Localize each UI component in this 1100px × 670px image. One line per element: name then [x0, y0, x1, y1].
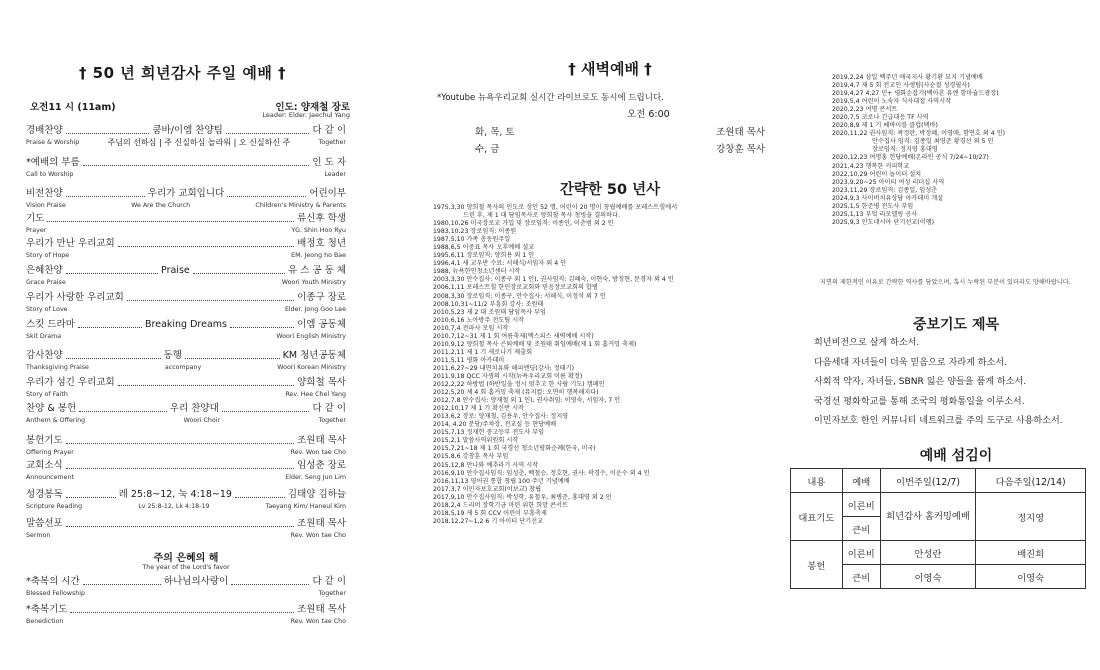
item-detail-en: accompany — [164, 364, 202, 371]
history-entry: 1988,6,5 이중표 목사 오후예배 설교 — [433, 244, 535, 252]
servers-title: 예배 섬김이 — [919, 448, 993, 464]
item-title-en: Prayer — [26, 227, 47, 234]
history-entry: 2010,5,23 제 2 대 조원태 담임목사 부임 — [433, 308, 546, 316]
history-note: 지면의 제한적인 이유로 간략한 역사를 담았으며, 혹시 누락된 부분이 있더라도 양해바랍니다. — [820, 279, 1071, 286]
order-row — [26, 319, 346, 331]
dawn-service-title: † 새벽예배 † — [568, 60, 652, 78]
item-person-en: YG. Shin Hoo Ryu — [291, 227, 346, 234]
history-entry: 2008,3,30 장로임직: 이종구, 안수집사: 서해식, 이정석 외 7 인 — [433, 292, 606, 300]
item-title-en: Anthem & Offering — [26, 417, 86, 424]
order-subline — [26, 363, 346, 372]
service-leader-en: Leader: Elder. Jaechul Yang — [262, 111, 350, 119]
history-entry: 2025,1,13 부엌 리모델링 공사 — [832, 210, 918, 218]
history-entry: 2010,6,16 노아방주 전도팀 시작 — [433, 316, 525, 324]
leader-dots — [70, 612, 294, 613]
item-person-en: Woori English Ministry — [276, 333, 346, 340]
order-item — [26, 292, 346, 314]
order-row — [26, 157, 346, 169]
leader-dots — [118, 385, 294, 386]
item-person-en: Rev. Hee Chel Yang — [285, 391, 346, 398]
table-cell: 배진희 — [976, 541, 1086, 565]
item-person: 다 같 이 — [312, 576, 347, 587]
order-row — [26, 213, 346, 225]
item-title-en: Praise & Worship — [26, 139, 80, 146]
item-title: 비전찬양 — [26, 188, 63, 199]
item-person: 김태양 김하늘 — [287, 489, 347, 500]
order-item — [26, 377, 346, 399]
leader-dots — [66, 358, 161, 359]
table-cell: 이른비 — [842, 541, 880, 565]
history-entry: 1987,5,10 가족 총동원주일 — [433, 236, 511, 244]
service-leader: 인도: 양재철 장로 — [275, 102, 350, 113]
order-item — [26, 319, 346, 341]
table-header: 다음주일(12/14) — [976, 469, 1086, 493]
item-person: 조원태 목사 — [297, 435, 346, 446]
item-person: 다 같 이 — [312, 403, 347, 414]
table-cell: 안성란 — [880, 541, 976, 565]
table-header: 이번주일(12/7) — [880, 469, 976, 493]
history-entry: 2011,6,27~29 내면치유와 해피엔딩(강사: 정태기) — [433, 364, 575, 372]
history-entry: 2010,7,12~31 제 1 회 여름축제(엑스피스 새벽예배 시작) — [433, 332, 594, 340]
leader-dots — [83, 165, 310, 166]
order-subline — [26, 278, 346, 287]
order-item — [26, 213, 346, 235]
item-detail: 레 25:8~12, 눅 4:18~19 — [118, 489, 232, 500]
leader-dots — [66, 196, 145, 197]
history-entry: 2008,10,31~11/2 부흥회 강사: 조원태 — [433, 300, 544, 308]
order-subline — [26, 201, 346, 210]
history-entry: 2012,10,17 제 1 기 확신반 시작 — [433, 405, 525, 413]
item-person: 배정호 청년 — [297, 238, 346, 249]
leader-dots — [227, 196, 306, 197]
item-person-en: Rev. Won tae Cho — [290, 449, 346, 456]
history-entry: 2011,2,11 제 1 기 새로나기 제출회 — [433, 348, 533, 356]
order-item — [26, 518, 346, 540]
item-title-en: Scripture Reading — [26, 503, 83, 510]
youtube-note: *Youtube 뉴욕우리교회 실시간 라이브로도 동시에 드립니다. — [437, 93, 664, 103]
item-person: 인 도 자 — [312, 157, 346, 168]
item-person: 조원태 목사 — [297, 518, 346, 529]
item-person: 양희철 목사 — [297, 377, 346, 388]
order-row — [26, 292, 346, 304]
prayer-item: 사회적 약자, 자녀들, SBNR 잃은 양들을 품게 하소서. — [814, 377, 1027, 388]
item-detail: 우리가 교회입니다 — [147, 188, 225, 199]
item-detail: 동행 — [163, 350, 182, 361]
item-title-en: Sermon — [26, 532, 51, 539]
history-entry: 안수집사 임직: 김종일 최영준 황경선 외 5 인 — [872, 138, 994, 146]
leader-dots — [235, 497, 285, 498]
table-cell: 이영숙 — [880, 565, 976, 589]
history-entry: 2025,9,3 인도네시아 단기선교(이엠) — [832, 218, 935, 226]
order-item — [26, 403, 346, 425]
history-entry: 2013,6,2 장로: 양재철, 김용우, 안수집사: 정지영 — [433, 413, 569, 421]
item-title: 말씀선포 — [26, 518, 63, 529]
leader-dots — [226, 133, 310, 134]
order-subline — [26, 305, 346, 314]
order-subline — [26, 473, 346, 482]
history-entry: 2015,12,8 만나와 예추라기 사역 시작 — [433, 461, 539, 469]
history-entry: 2016,11,13 영어권 통합 창립 100 주년 기념예배 — [433, 477, 570, 485]
history-entry: 2019,4,7 제 5 회 전교인 사생텀(사순절 성경필사) — [832, 82, 970, 90]
leader-dots — [185, 358, 280, 359]
item-title-en: Blessed Fellowship — [26, 590, 86, 597]
item-title: 교회소식 — [26, 460, 63, 471]
table-row — [791, 493, 1086, 517]
order-item — [26, 604, 346, 626]
order-row — [26, 125, 346, 137]
item-title: 우리가 섬긴 우리교회 — [26, 377, 115, 388]
dawn-days: 수, 금 — [475, 144, 500, 155]
item-title: 성경봉독 — [26, 489, 63, 500]
servers-table — [790, 468, 1086, 589]
leader-dots — [231, 584, 309, 585]
item-title: *예배의 부름 — [26, 157, 80, 168]
order-row — [26, 518, 346, 530]
history-entry: 2014, 4.20 분당/주차장, 전교실 등 현당예배 — [433, 421, 557, 429]
history-entry: 2003,3,30 안수집사: 이종구 외 1 인), 권사임직: 김혜숙, 이현숙, 방정현, 문경자 외 4 인 — [433, 276, 674, 284]
leader-dots — [66, 443, 294, 444]
item-person: 이종구 장로 — [297, 292, 346, 303]
history-entry: 2015,7,21~18 제 1 회 국경선 청소년평화순례(한국, 미국) — [433, 445, 596, 453]
item-title: 봉헌기도 — [26, 435, 63, 446]
item-title: 스킷 드라마 — [26, 319, 75, 330]
order-subline — [26, 502, 346, 511]
order-row — [26, 489, 346, 501]
item-title: 은혜찬양 — [26, 265, 63, 276]
order-subline — [26, 138, 346, 147]
leader-dots — [66, 133, 150, 134]
order-item — [26, 435, 346, 457]
history-entry: 2010,9,12 양희철 목사 은퇴예배 및 조원태 취임예배(제 1 회 홈커밍 축제) — [433, 340, 637, 348]
leader-dots — [83, 584, 161, 585]
item-person: KM 청년공동체 — [282, 350, 347, 361]
item-detail: 쿰바/이엠 찬양팀 — [152, 125, 223, 136]
item-title: 우리가 만난 우리교회 — [26, 238, 115, 249]
order-row — [26, 435, 346, 447]
item-person-en: Leader — [324, 171, 346, 178]
history-entry: 2015,2,1 말씀사역위원회 시작 — [433, 437, 519, 445]
history-entry: 2017,9,10 안수집사임직: 박성학, 유철우, 최병준, 홍대영 외 2 인 — [433, 493, 612, 501]
item-title-en: Story of Love — [26, 306, 68, 313]
leader-dots — [193, 273, 285, 274]
item-title: *축복의 시간 — [26, 576, 80, 587]
order-row — [26, 460, 346, 472]
item-title: 기도 — [26, 213, 45, 224]
table-header: 예배 — [842, 469, 880, 493]
history-entry: 2018,2,4 드리머 장학기금 마련 위한 희망 콘서트 — [433, 501, 568, 509]
table-cell: 이른비 — [842, 493, 880, 517]
history-list-continued — [832, 74, 1097, 227]
item-title: 경배찬양 — [26, 125, 63, 136]
table-cell: 큰비 — [842, 517, 880, 541]
history-title: 간략한 50 년사 — [559, 182, 661, 198]
order-subline — [26, 226, 346, 235]
order-subline — [26, 332, 346, 341]
item-title-en: Grace Praise — [26, 279, 66, 286]
item-person-en: Children's Ministry & Parents — [255, 202, 346, 209]
dawn-row — [475, 141, 765, 155]
history-entry: 2017,3,7 이민자보호교회(이보교) 창립 — [433, 485, 542, 493]
order-item — [26, 188, 346, 210]
leader-dots — [230, 327, 294, 328]
history-entry: 2021,4,23 행복한 커피학교 — [832, 162, 910, 170]
prayer-title: 중보기도 제목 — [912, 317, 1000, 333]
order-row — [26, 188, 346, 200]
leader-dots — [127, 300, 294, 301]
order-item — [26, 576, 346, 598]
history-entry: 2025,1,5 한준병 전도사 부임 — [832, 202, 914, 210]
order-row — [26, 265, 346, 277]
item-detail: 하나님의사랑이 — [163, 576, 229, 587]
order-of-worship-column — [0, 0, 380, 670]
item-person: 조원태 목사 — [297, 604, 346, 615]
prayer-item: 다음세대 자녀들이 더욱 믿음으로 자라게 하소서. — [814, 357, 1008, 368]
history-entry: 2022,10,29 어린이 놀이터 설치 — [832, 170, 922, 178]
order-row — [26, 403, 346, 415]
item-title: *축복기도 — [26, 604, 68, 615]
order-row — [26, 377, 346, 389]
leader-dots — [66, 497, 116, 498]
history-entry: 2015,7,13 정재헌 중고등부 전도사 부임 — [433, 429, 545, 437]
history-entry: 1996,4,1 새 교우반 수료: 서해식/서임자 외 4 인 — [433, 260, 567, 268]
history-entry: 2018,5,19 제 5 회 CCV 어린이 부흥축제 — [433, 509, 547, 517]
history-entry: 1988, 뉴욕한인청소년센터 시작 — [433, 268, 521, 276]
dawn-days: 화, 목, 토 — [475, 127, 515, 138]
order-item — [26, 489, 346, 511]
history-entry: 2020,7,5 코로나 긴급대응 TF 사역 — [832, 114, 929, 122]
table-header-row — [791, 469, 1086, 493]
item-person-en: Elder. Seng Jun Lim — [285, 474, 346, 481]
order-row — [26, 238, 346, 250]
history-prayer-column — [798, 0, 1100, 670]
history-entry: 2011,5,11 평화 아카데미 — [433, 356, 505, 364]
item-person-en: Together — [318, 417, 346, 424]
order-item — [26, 125, 346, 147]
table-cell: 큰비 — [842, 565, 880, 589]
item-detail-en: We Are the Church — [131, 202, 191, 209]
history-entry: 2020,11,22 권사임직: 곽정란, 박정혜, 이영애, 함연호 외 4 인) — [832, 130, 1006, 138]
item-person: 유 스 공 동 체 — [288, 265, 347, 276]
history-entry: 1983,10,23 장로임직: 이종원 — [433, 228, 517, 236]
item-detail: Praise — [161, 265, 190, 276]
table-cell: 이영숙 — [976, 565, 1086, 589]
item-title-en: Skit Drama — [26, 333, 62, 340]
history-entry: 2012,2,22 하방법 (하반일을 정시 멈추고 한 사람 기도) 캠페인 — [433, 381, 605, 389]
history-entry: 2019,5,4 어린이 노숙자 식사대접 사역시작 — [832, 98, 952, 106]
history-entry: 2020,8,9 제 1 기 쎄바이블 클럽(택바) — [832, 122, 938, 130]
leader-dots — [66, 526, 294, 527]
history-entry: 1995,6,11 장로임직: 양희용 외 1 인 — [433, 252, 535, 260]
order-row — [26, 350, 346, 362]
order-item — [26, 238, 346, 260]
dawn-time: 오전 6:00 — [627, 109, 670, 120]
prayer-item: 이민자보호 한인 커뮤니티 네트워크를 주의 도구로 사용하소서. — [814, 416, 1063, 427]
order-subline — [26, 531, 346, 540]
item-title-en: Benediction — [26, 618, 64, 625]
item-detail: Breaking Dreams — [145, 319, 227, 330]
history-entry: 2016,9,10 안수집사임직: 임성춘, 백철승, 정호현, 권사: 곽경수, 이운수 외 4 인 — [433, 469, 650, 477]
item-title: 찬양 & 봉헌 — [26, 403, 77, 414]
item-person-en: Woori Youth Ministry — [281, 279, 346, 286]
order-subline — [26, 416, 346, 425]
table-cell: 희년감사 홈커밍예배 — [880, 493, 976, 541]
item-title: 감사찬양 — [26, 350, 63, 361]
service-time: 오전11 시 (11am) — [30, 102, 116, 113]
table-cell: 정지영 — [976, 493, 1086, 541]
item-detail-en: Woori Choir — [183, 417, 221, 424]
order-item — [26, 460, 346, 482]
table-cell: 대표기도 — [791, 493, 843, 541]
history-entry: 2010,7,4 전파사 모임 시작 — [433, 324, 509, 332]
history-entry: 2015,8,6 강창훈 목사 부임 — [433, 453, 509, 461]
history-entry: 2019,4,27 4,27 민+ 평화손잡기(백아흔 유엔 함마슐드광장) — [832, 90, 999, 98]
history-entry: 2019,2,24 삼일 백주년 애국지사 황기환 묘지 기념예배 — [832, 74, 983, 81]
service-title: † 50 년 희년감사 주일 예배 † — [78, 64, 287, 82]
item-person: 다 같 이 — [312, 125, 347, 136]
order-subline — [26, 390, 346, 399]
item-person-en: Elder. Jong Goo Lee — [284, 306, 346, 313]
item-title-en: Story of Faith — [26, 391, 68, 398]
grace-title: 주의 은혜의 해 — [153, 553, 219, 564]
item-title-en: Announcement — [26, 474, 74, 481]
leader-dots — [78, 327, 142, 328]
history-list — [433, 204, 803, 526]
history-entry: 2020,2,23 여명 콘서트 — [832, 106, 898, 114]
leader-dots — [47, 221, 294, 222]
item-title-en: Offering Prayer — [26, 449, 74, 456]
history-entry: 2012,5,20 제 4 회 홈커밍 축제 (뮤지컬: 오면히 행복해지다) — [433, 389, 599, 397]
dawn-and-history-column — [415, 0, 805, 670]
table-row — [791, 541, 1086, 565]
item-person-en: Together — [318, 590, 346, 597]
item-title-en: Call to Worship — [26, 171, 74, 178]
history-entry: 2006,1,11 포레스트힐 한인장로교회와 믿음장로교회의 합병 — [433, 284, 598, 292]
history-entry: 장로임직: 정지영 홍대영 — [872, 146, 938, 154]
history-entry: 2018,12,27~1,2 6 기 아이티 단기선교 — [433, 517, 544, 525]
item-person: 임성춘 장로 — [297, 460, 346, 471]
leader-dots — [222, 411, 310, 412]
item-detail-en: 주님의 선하심 | 주 신실하심 놀라워 | 오 신실하신 주 — [107, 138, 291, 147]
order-subline — [26, 251, 346, 260]
leader-dots — [79, 411, 167, 412]
order-subline — [26, 589, 346, 598]
item-title-en: Thanksgiving Praise — [26, 364, 89, 371]
dawn-pastor: 조원태 목사 — [716, 127, 765, 138]
prayer-item: 희년비전으로 살게 하소서. — [814, 338, 920, 348]
leader-dots — [66, 273, 158, 274]
item-person-en: Taeyang Kim/ Haneul Kim — [265, 503, 346, 510]
order-list — [26, 0, 346, 670]
table-header: 내용 — [791, 469, 843, 493]
history-entry: 2023,11,29 장로임직: 김종일, 임성춘 — [832, 186, 938, 194]
history-entry: 2011,9,18 QCC 자생의 시작(뉴욕우리교회 이름 확정) — [433, 372, 583, 380]
leader-dots — [118, 246, 294, 247]
prayer-item: 국경선 평화학교를 통해 조국의 평화통일을 이루소서. — [814, 396, 1025, 407]
order-row — [26, 604, 346, 616]
history-entry: 2023,9,20~25 아이티 여성 리더십 사역 — [832, 178, 945, 186]
item-person-en: Rev. Won tae Cho — [290, 618, 346, 625]
item-detail: 우리 찬양대 — [169, 403, 219, 414]
item-person: 류신후 학생 — [297, 213, 346, 224]
item-detail-en: Lv 25:8-12, Lk 4:18-19 — [138, 503, 210, 510]
order-item — [26, 157, 346, 179]
item-person-en: Together — [318, 139, 346, 146]
item-person: 어린이부 — [309, 188, 346, 199]
dawn-row — [475, 124, 765, 138]
prayer-list — [814, 334, 1100, 432]
table-cell: 봉헌 — [791, 541, 843, 589]
item-person-en: Rev. Won tae Cho — [290, 532, 346, 539]
item-title-en: Story of Hope — [26, 252, 70, 259]
order-row — [26, 576, 346, 588]
item-title-en: Vision Praise — [26, 202, 66, 209]
order-item — [26, 265, 346, 287]
grace-subtitle: The year of the Lord's favor — [142, 564, 230, 571]
leader-dots — [66, 468, 294, 469]
order-subline — [26, 617, 346, 626]
history-entry: 1980,10,26 미국장로교 가입 및 장로임직: 이종인, 이춘범 외 2 인 — [433, 220, 614, 228]
history-entry: 2024,9,3 사이버치유상담 아카데미 개설 — [832, 194, 944, 202]
item-person: 이엠 공동체 — [297, 319, 347, 330]
history-entry: 2020,12,23 여명홍 헌당예배(온라인 공식 7/24~10/27) — [832, 154, 989, 162]
history-entry: 드린 후, 제 1 대 담임목사로 양희철 목사 청빙을 결의하다. — [463, 212, 621, 220]
order-subline — [26, 170, 346, 179]
item-person-en: Woori Korean Ministry — [277, 364, 346, 371]
dawn-pastor: 강창훈 목사 — [716, 144, 765, 155]
order-subline — [26, 448, 346, 457]
item-person-en: EM. Jeong ho Bae — [291, 252, 346, 259]
history-entry: 2012,7,8 안수집사: 양재철 외 1 인), 권사취임: 이영숙, 서임자, 7 인 — [433, 397, 621, 405]
item-title: 우리가 사랑한 우리교회 — [26, 292, 124, 303]
history-entry: 1975,3,30 양희철 목사의 인도로 성인 52 명, 어린이 20 명이 창립예배를 포레스트힐에서 — [433, 204, 678, 211]
order-item — [26, 350, 346, 372]
